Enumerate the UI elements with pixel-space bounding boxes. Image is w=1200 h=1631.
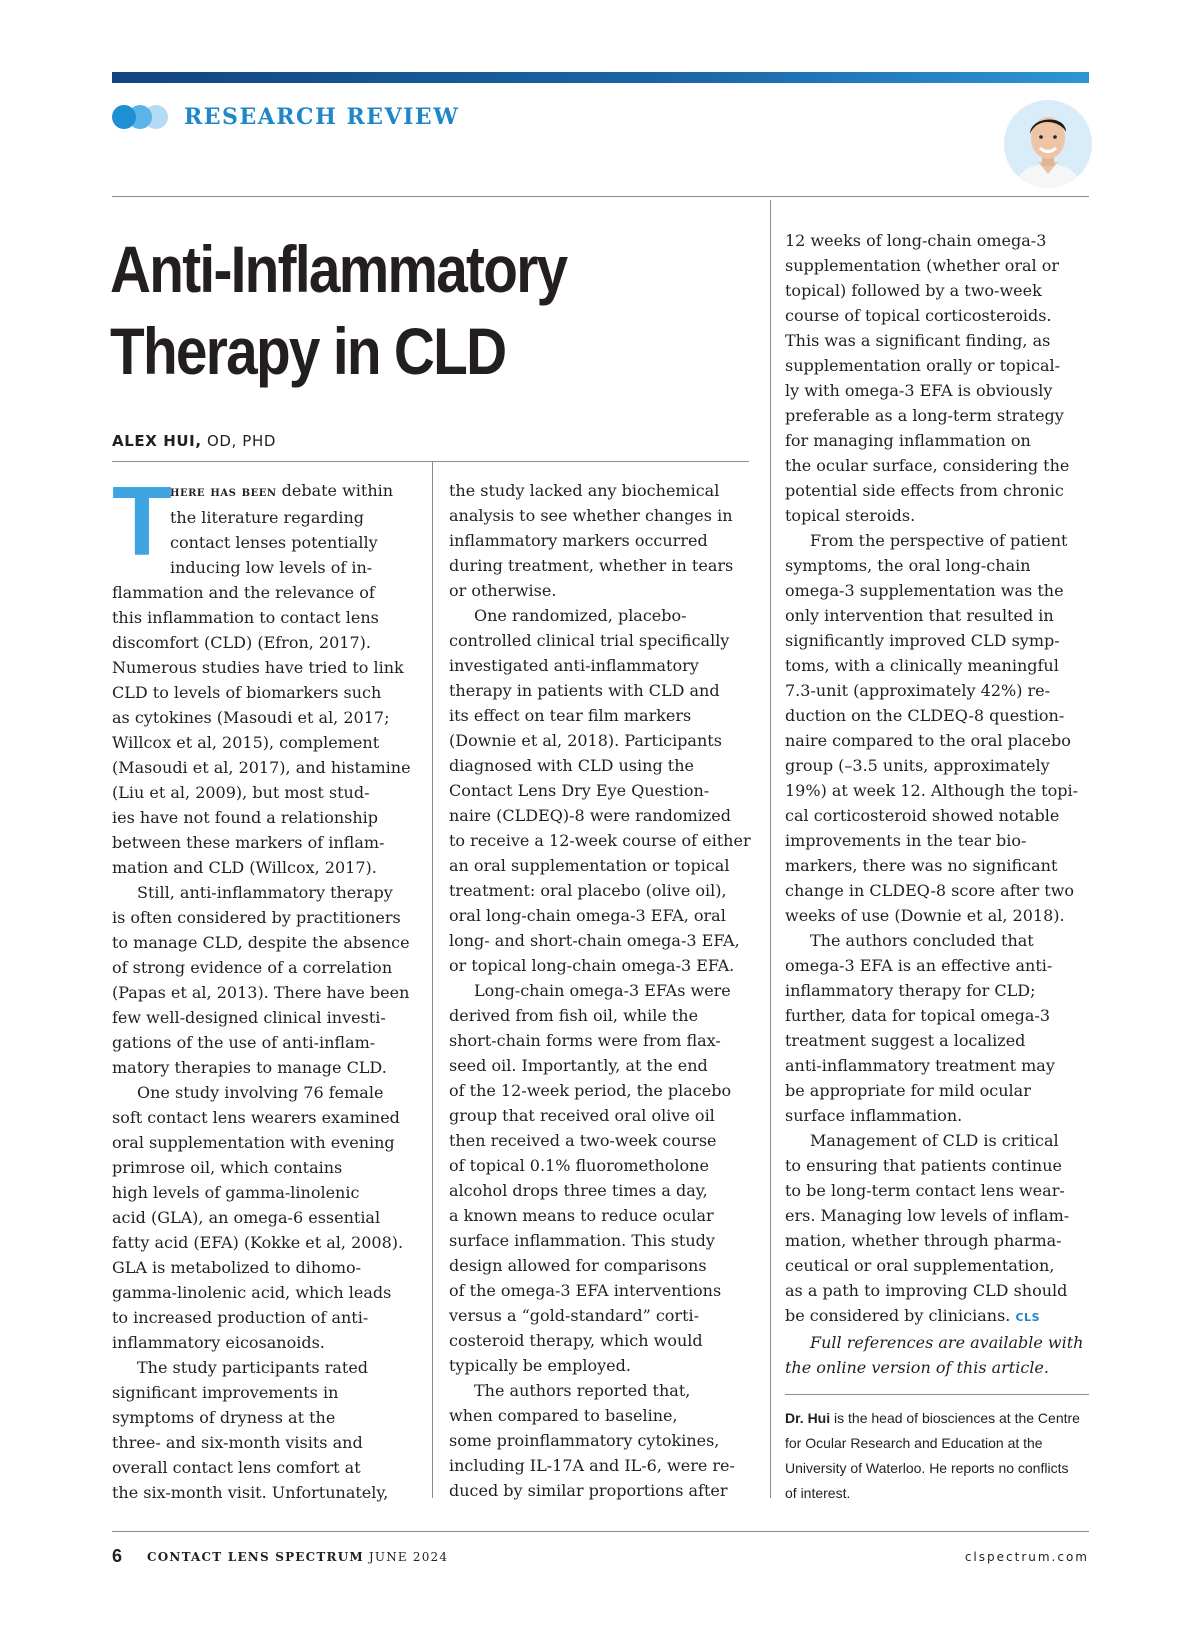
footer [112,1546,1089,1568]
paragraph [112,466,422,880]
paragraph [785,1128,1090,1330]
column-divider-1 [432,461,433,1498]
website-link[interactable]: clspectrum.com [964,1550,1089,1564]
paragraph-text: Management of CLD is critical to ensuring that patients continue to be long-term contact lens wear- ers. Managing low levels of inflam- mation, whether through pharma- ceutical or oral supplementation, as a path to improving CLD should be considered by clinicians. [785,1131,1070,1325]
bio-text: is the head of biosciences at the Centre for Ocular Research and Education at the University of Waterloo. He reports no conflicts of interest. [785,1410,1080,1501]
header-rule [112,196,1089,197]
paragraph: One study involving 76 female soft contact lens wearers examined oral supplementation with evening primrose oil, which contains high levels of gamma-linolenic acid (GLA), an omega-6 essential fatty acid (EFA) (Kokke et al, 2008). GLA is metabolized to dihomo- gamma-linolenic acid, which leads to increased production of anti- inflammatory eicosanoids. [112,1083,404,1352]
author-bio [785,1406,1085,1506]
paragraph: One randomized, placebo- controlled clinical trial specifically investigated anti-inflammatory therapy in patients with CLD and its effect on tear film markers (Downie et al, 2018). Participants diagnosed with CLD using the Contact Lens Dry Eye Question- naire (CLDEQ)-8 were randomized to receive a 12-week course of either an oral supplementation or topical treatment: oral placebo (olive oil), oral long-chain omega-3 EFA, oral long- and short-chain omega-3 EFA, or topical long-chain omega-3 EFA. [449,606,751,975]
paragraph: The authors reported that, when compared to baseline, some proinflammatory cytokines, including IL-17A and IL-6, were re- duced by similar proportions after [449,1381,735,1500]
lead-in: here has been [170,484,277,500]
paragraph: Long-chain omega-3 EFAs were derived from fish oil, while the short-chain forms were from flax- seed oil. Importantly, at the end of the 12-week period, the placebo group that received oral olive oil then received a two-week course of topical 0.1% fluorometholone alcohol drops three times a day, a known means to reduce ocular surface inflammation. This study design allowed for comparisons of the omega-3 EFA interventions versus a “gold-standard” corti- costeroid therapy, which would typically be employed. [449,981,732,1375]
end-mark: CLS [1015,1311,1040,1324]
title-line-2: Therapy in CLD [110,314,506,388]
issue-date: JUNE 2024 [368,1550,449,1564]
section-label: RESEARCH REVIEW [184,104,460,130]
title-line-1: Anti-Inflammatory [110,232,567,306]
paragraph: 12 weeks of long-chain omega-3 supplementation (whether oral or topical) followed by a two-week course of topical corticosteroids. This was a significant finding, as supplementation orally or topical- ly with omega-3 EFA is obviously preferable as a long-term strategy for managing inflammation on the ocular surface, considering the potential side effects from chronic topical steroids. [785,231,1070,525]
header-color-bar [112,72,1089,83]
section-header [112,99,459,135]
article-title [110,228,626,392]
section-dots-icon [112,103,174,131]
bio-name: Dr. Hui [785,1410,831,1426]
magazine-credit [147,1550,448,1564]
column-1 [112,466,422,1505]
author-credentials: OD, PHD [207,432,276,450]
paragraph-text: debate within the literature regarding contact lenses potentially inducing low levels of in- flammation and the relevance of this inflammation to contact lens discomfort (CLD) (Efron, 2017). Numerous studies have tried to link CLD to levels of biomarkers such as cytokines (Masoudi et al, 2017; Willcox et al, 2015), complement (Masoudi et al, 2017), and histamine (Liu et al, 2009), but most stud- ies have not found a relationship between these markers of inflam- mation and CLD (Willcox, 2017). [112,481,411,877]
footer-rule [112,1531,1089,1532]
paragraph: The authors concluded that omega-3 EFA is an effective anti- inflammatory therapy for CLD; further, data for topical omega-3 treatment suggest a localized anti-inflammatory treatment may be appropriate for mild ocular surface inflammation. [785,931,1055,1125]
column-3 [785,228,1090,1380]
paragraph: Still, anti-inflammatory therapy is often considered by practitioners to manage CLD, despite the absence of strong evidence of a correlation (Papas et al, 2013). There have been few well-designed clinical investi- gations of the use of anti-inflam- matory therapies to manage CLD. [112,883,410,1077]
byline [112,432,276,450]
column-divider-2 [770,200,771,1498]
author-name: ALEX HUI, [112,432,202,450]
references-note: Full references are available with the online version of this article. [785,1333,1084,1377]
paragraph: The study participants rated significant improvements in symptoms of dryness at the three- and six-month visits and overall contact lens comfort at the six-month visit. Unfortunately, [112,1358,389,1502]
byline-rule [112,461,749,462]
page-number: 6 [112,1546,123,1566]
author-avatar [1004,100,1092,188]
bio-rule [785,1394,1089,1395]
magazine-name: CONTACT LENS SPECTRUM [147,1550,364,1564]
paragraph: the study lacked any biochemical analysis to see whether changes in inflammatory markers occurred during treatment, whether in tears or otherwise. [449,481,734,600]
paragraph: From the perspective of patient symptoms, the oral long-chain omega-3 supplementation was the only intervention that resulted in significantly improved CLD symp- toms, with a clinically meaningful 7.3-unit (approximately 42%) re- duction on the CLDEQ-8 question- naire compared to the oral placebo group (–3.5 units, approximately 19%) at week 12. Although the topi- cal corticosteroid showed notable improvements in the tear bio- markers, there was no significant change in CLDEQ-8 score after two weeks of use (Downie et al, 2018). [785,531,1078,925]
column-2 [449,478,759,1503]
drop-cap: T [112,466,172,576]
